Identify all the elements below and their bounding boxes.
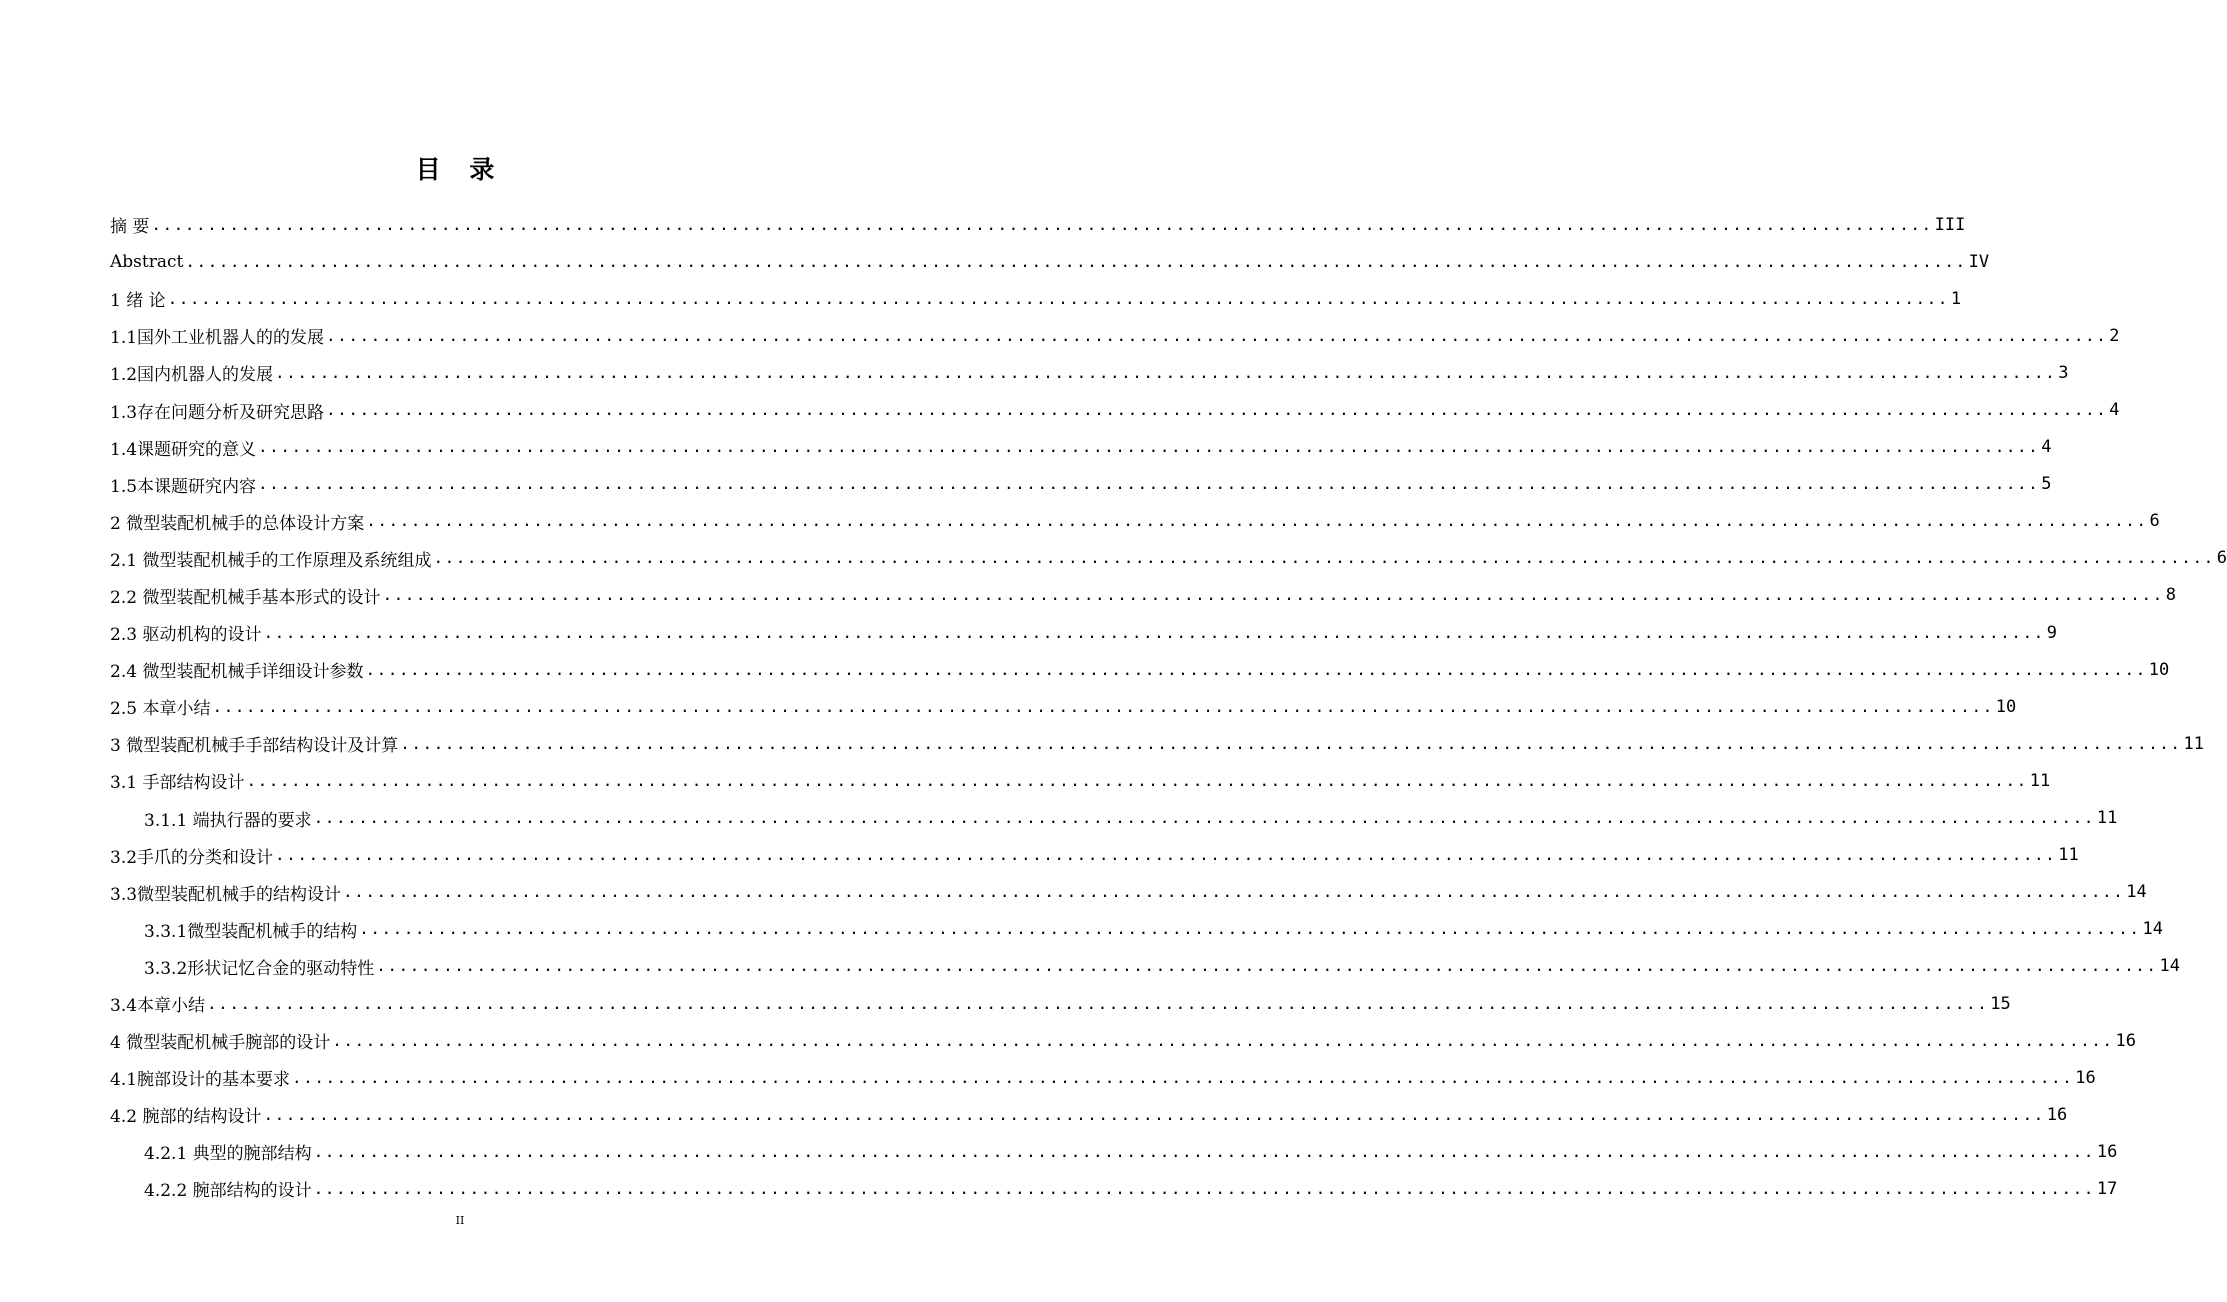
toc-dot-leader: ................................................................................................................................................................: [359, 919, 2141, 939]
toc-entry[interactable]: [110, 577, 2176, 614]
toc-entry-page: 16: [2096, 1141, 2118, 1162]
toc-dot-leader: ................................................................................................................................................................: [326, 325, 2108, 345]
toc-entry-title: 4.2.1 典型的腕部结构: [144, 1144, 312, 1165]
toc-entry-title: Abstract: [110, 251, 184, 272]
toc-entry-title: 2 微型装配机械手的总体设计方案: [110, 513, 365, 534]
toc-dot-leader: ................................................................................................................................................................: [212, 696, 1994, 716]
toc-dot-leader: ................................................................................................................................................................: [365, 659, 2147, 679]
toc-entry-title: 1.2国内机器人的发展: [110, 365, 274, 386]
toc-entry-page: 9: [2046, 622, 2057, 643]
toc-entry[interactable]: [110, 540, 2227, 577]
toc-entry[interactable]: [110, 503, 2160, 540]
toc-dot-leader: ................................................................................................................................................................: [313, 808, 2095, 828]
page-number-footer: II: [455, 1214, 465, 1227]
toc-entry-title: 3.3.1微型装配机械手的结构: [144, 921, 358, 942]
toc-entry-page: IV: [1968, 251, 1990, 272]
toc-entry-page: 16: [2075, 1067, 2096, 1088]
toc-entry[interactable]: [110, 206, 1966, 243]
toc-entry-page: 6: [2216, 548, 2227, 569]
toc-entry-page: 14: [2142, 919, 2163, 940]
toc-dot-leader: ................................................................................................................................................................: [343, 882, 2125, 902]
toc-entry[interactable]: [110, 725, 2204, 762]
toc-dot-leader: ................................................................................................................................................................: [313, 1178, 2095, 1198]
toc-dot-leader: ................................................................................................................................................................: [400, 733, 2182, 753]
toc-entry-page: III: [1934, 214, 1966, 235]
toc-dot-leader: ................................................................................................................................................................: [207, 993, 1989, 1013]
toc-entry-title: 3.3.2形状记忆合金的驱动特性: [144, 958, 375, 979]
toc-entry[interactable]: [110, 466, 2052, 503]
toc-entry-title: 3.3微型装配机械手的结构设计: [110, 884, 342, 905]
toc-entry[interactable]: [110, 1170, 2118, 1207]
toc-entry-page: 2: [2109, 325, 2120, 346]
toc-entry[interactable]: [110, 243, 1990, 280]
toc-dot-leader: ................................................................................................................................................................: [292, 1067, 2074, 1087]
toc-entry-page: 4: [2109, 400, 2120, 421]
toc-entry[interactable]: [110, 948, 2180, 985]
toc-entry-title: 3.2手爪的分类和设计: [110, 847, 274, 868]
toc-entry[interactable]: [110, 391, 2120, 428]
toc-entry-page: 6: [2149, 511, 2160, 532]
toc-entry[interactable]: [110, 837, 2079, 874]
toc-entry[interactable]: [110, 429, 2052, 466]
toc-entry-page: 16: [2115, 1030, 2136, 1051]
toc-entry-page: 11: [2183, 733, 2204, 754]
toc-entry[interactable]: [110, 874, 2147, 911]
toc-entry[interactable]: [110, 1022, 2136, 1059]
toc-entry-page: 10: [2148, 659, 2170, 680]
toc-entry-page: 8: [2165, 585, 2176, 606]
toc-entry-page: 14: [2126, 882, 2147, 903]
toc-entry[interactable]: [110, 911, 2163, 948]
toc-dot-leader: ................................................................................................................................................................: [167, 288, 1949, 308]
toc-entry-page: 11: [2058, 845, 2079, 866]
toc-dot-leader: ................................................................................................................................................................: [263, 1104, 2045, 1124]
toc-entry-page: 11: [2096, 808, 2118, 829]
toc-entry-title: 4 微型装配机械手腕部的设计: [110, 1033, 331, 1054]
toc-entry[interactable]: [110, 985, 2011, 1022]
toc-entry-title: 4.2 腕部的结构设计: [110, 1107, 262, 1128]
toc-entry-page: 5: [2041, 474, 2052, 495]
toc-entry-page: 16: [2046, 1104, 2068, 1125]
toc-dot-leader: ................................................................................................................................................................: [332, 1030, 2114, 1050]
toc-dot-leader: ................................................................................................................................................................: [258, 437, 2040, 457]
toc-entry-title: 2.5 本章小结: [110, 699, 211, 720]
toc-entry-title: 1.1国外工业机器人的的发展: [110, 328, 325, 349]
toc-dot-leader: ................................................................................................................................................................: [185, 251, 1967, 271]
toc-entry[interactable]: [110, 688, 2017, 725]
toc-entry-title: 2.1 微型装配机械手的工作原理及系统组成: [110, 550, 432, 571]
toc-entry[interactable]: [110, 614, 2057, 651]
toc-dot-leader: ................................................................................................................................................................: [258, 474, 2040, 494]
toc-entry-title: 4.1腕部设计的基本要求: [110, 1070, 291, 1091]
toc-entry-title: 3.1 手部结构设计: [110, 773, 245, 794]
toc-dot-leader: ................................................................................................................................................................: [382, 585, 2164, 605]
toc-entry-page: 10: [1995, 696, 2017, 717]
toc-entry[interactable]: [110, 280, 1962, 317]
toc-entry-title: 1.4课题研究的意义: [110, 439, 257, 460]
toc-entry-title: 2.2 微型装配机械手基本形式的设计: [110, 587, 381, 608]
toc-dot-leader: ................................................................................................................................................................: [366, 511, 2148, 531]
toc-entry[interactable]: [110, 317, 2120, 354]
table-of-contents: [110, 206, 2227, 1208]
toc-entry-title: 3.1.1 端执行器的要求: [144, 810, 312, 831]
toc-dot-leader: ................................................................................................................................................................: [376, 956, 2158, 976]
toc-dot-leader: ................................................................................................................................................................: [246, 770, 2028, 790]
toc-entry[interactable]: [110, 1059, 2096, 1096]
toc-entry[interactable]: [110, 762, 2051, 799]
toc-entry-page: 4: [2041, 437, 2052, 458]
toc-entry-page: 11: [2029, 770, 2051, 791]
toc-dot-leader: ................................................................................................................................................................: [275, 362, 2057, 382]
toc-dot-leader: ................................................................................................................................................................: [313, 1141, 2095, 1161]
toc-entry[interactable]: [110, 651, 2170, 688]
toc-entry-page: 15: [1990, 993, 2011, 1014]
toc-entry-title: 1.5本课题研究内容: [110, 476, 257, 497]
toc-entry-page: 17: [2096, 1178, 2118, 1199]
toc-dot-leader: ................................................................................................................................................................: [275, 845, 2057, 865]
toc-entry-title: 3 微型装配机械手手部结构设计及计算: [110, 736, 399, 757]
toc-entry-title: 4.2.2 腕部结构的设计: [144, 1181, 312, 1202]
toc-dot-leader: ................................................................................................................................................................: [433, 548, 2215, 568]
toc-entry[interactable]: [110, 1096, 2068, 1133]
toc-entry-title: 2.4 微型装配机械手详细设计参数: [110, 662, 364, 683]
toc-entry-title: 1.3存在问题分析及研究思路: [110, 402, 325, 423]
toc-entry-page: 3: [2058, 362, 2069, 383]
toc-dot-leader: ................................................................................................................................................................: [326, 400, 2108, 420]
toc-entry-title: 3.4本章小结: [110, 996, 206, 1017]
page-title: 目 录: [415, 155, 505, 184]
toc-dot-leader: ................................................................................................................................................................: [151, 214, 1933, 234]
toc-entry[interactable]: [110, 354, 2069, 391]
toc-entry[interactable]: [110, 1133, 2118, 1170]
toc-dot-leader: ................................................................................................................................................................: [263, 622, 2045, 642]
toc-entry-title: 2.3 驱动机构的设计: [110, 625, 262, 646]
toc-entry-title: 1 绪 论: [110, 291, 166, 312]
toc-entry-page: 1: [1950, 288, 1962, 309]
toc-entry[interactable]: [110, 800, 2118, 837]
toc-entry-page: 14: [2159, 956, 2180, 977]
toc-entry-title: 摘 要: [110, 217, 150, 238]
